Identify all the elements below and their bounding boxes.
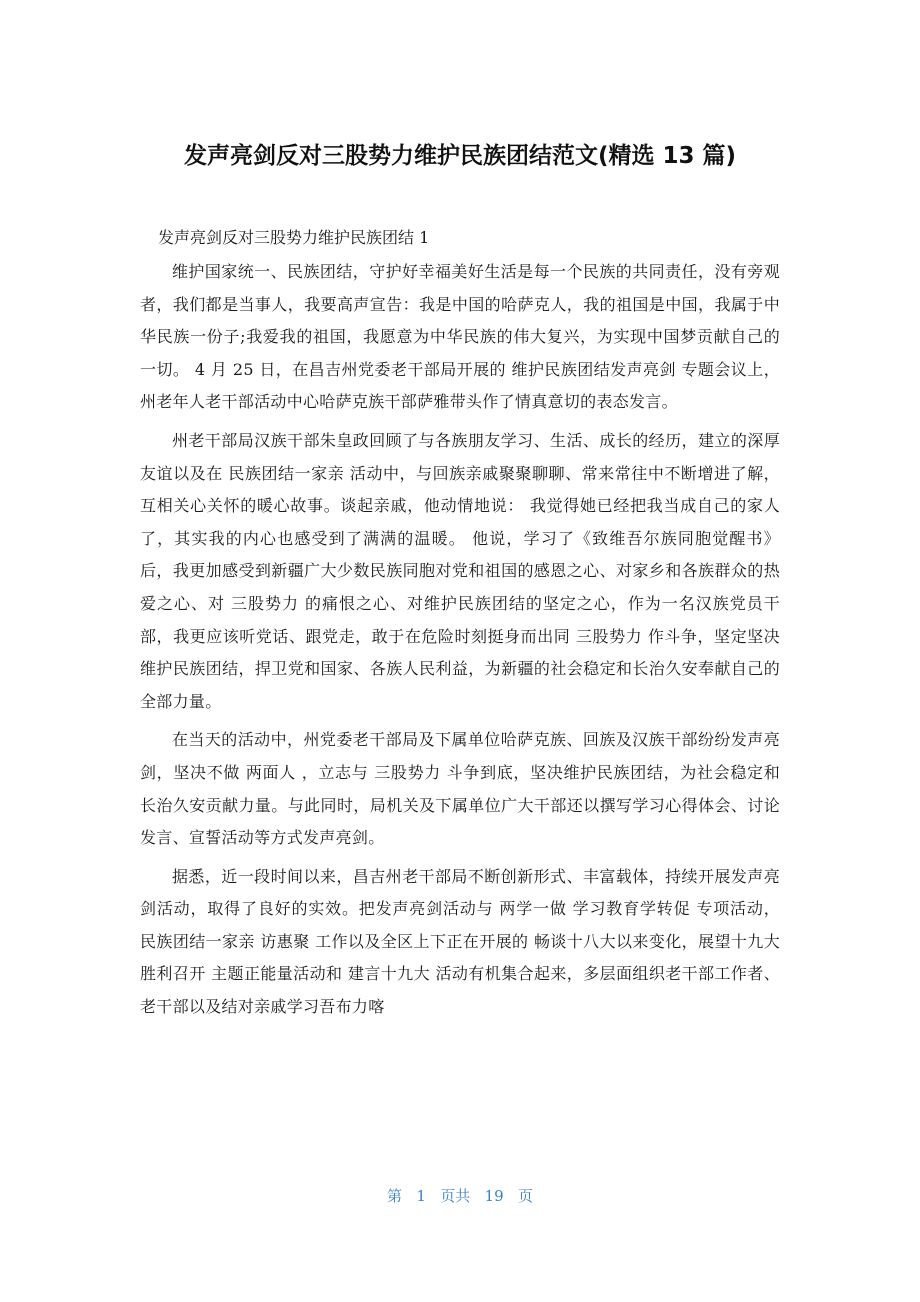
- footer-label-pages: 页: [517, 1187, 533, 1205]
- document-body: [140, 222, 780, 1030]
- footer-current-page: 1: [416, 1187, 426, 1205]
- paragraph-1: 维护国家统一、民族团结，守护好幸福美好生活是每一个民族的共同责任，没有旁观者，我们都是当事人，我要高声宣告：我是中国的哈萨克人，我的祖国是中国，我属于中华民族一份子;我爱我的祖国，我愿意为中华民族的伟大复兴，为实现中国梦贡献自己的一切。 4 月 25 日，在昌吉州党委老干部局开展的 维护民族团结发声亮剑 专题会议上，州老年人老干部活动中心哈萨克族干部萨雅带头作了情真意切的表态发言。: [140, 262, 780, 412]
- footer-label-page: 第: [387, 1187, 403, 1205]
- paragraph-3: 在当天的活动中，州党委老干部局及下属单位哈萨克族、回族及汉族干部纷纷发声亮剑，坚决不做 两面人 ，立志与 三股势力 斗争到底，坚决维护民族团结，为社会稳定和长治久安贡献力量。与此同时，局机关及下属单位广大干部还以撰写学习心得体会、讨论发言、宣誓活动等方式发声亮剑。: [140, 730, 780, 848]
- section-heading: 发声亮剑反对三股势力维护民族团结 1: [158, 228, 430, 247]
- paragraph-4: 据悉，近一段时间以来，昌吉州老干部局不断创新形式、丰富载体，持续开展发声亮剑活动，取得了良好的实效。把发声亮剑活动与 两学一做 学习教育学转促 专项活动， 民族团结一家亲 访惠聚 工作以及全区上下正在开展的 畅谈十八大以来变化，展望十九大胜利召开 主题正能量活动和 建言十九大 活动有机集合起来，多层面组织老干部工作者、老干部以及结对亲戚学习吾布力喀: [140, 866, 780, 1017]
- footer-label-of: 页共: [440, 1187, 471, 1205]
- document-title: 发声亮剑反对三股势力维护民族团结范文(精选 13 篇): [183, 143, 737, 169]
- paragraph-2: 州老干部局汉族干部朱皇政回顾了与各族朋友学习、生活、成长的经历，建立的深厚友谊以及在 民族团结一家亲 活动中，与回族亲戚聚聚聊聊、常来常往中不断增进了解，互相关心关怀的暖心故事。谈起亲戚，他动情地说： 我觉得她已经把我当成自己的家人了，其实我的内心也感受到了满满的温暖。 他说，学习了《致维吾尔族同胞觉醒书》后，我更加感受到新疆广大少数民族同胞对党和祖国的感恩之心、对家乡和各族群众的热爱之心、对 三股势力 的痛恨之心、对维护民族团结的坚定之心，作为一名汉族党员干部，我更应该听党话、跟党走，敢于在危险时刻挺身而出同 三股势力 作斗争，坚定坚决维护民族团结，捍卫党和国家、各族人民利益，为新疆的社会稳定和长治久安奉献自己的全部力量。: [140, 430, 780, 711]
- page-footer: [0, 1184, 920, 1208]
- footer-total-pages: 19: [484, 1187, 504, 1205]
